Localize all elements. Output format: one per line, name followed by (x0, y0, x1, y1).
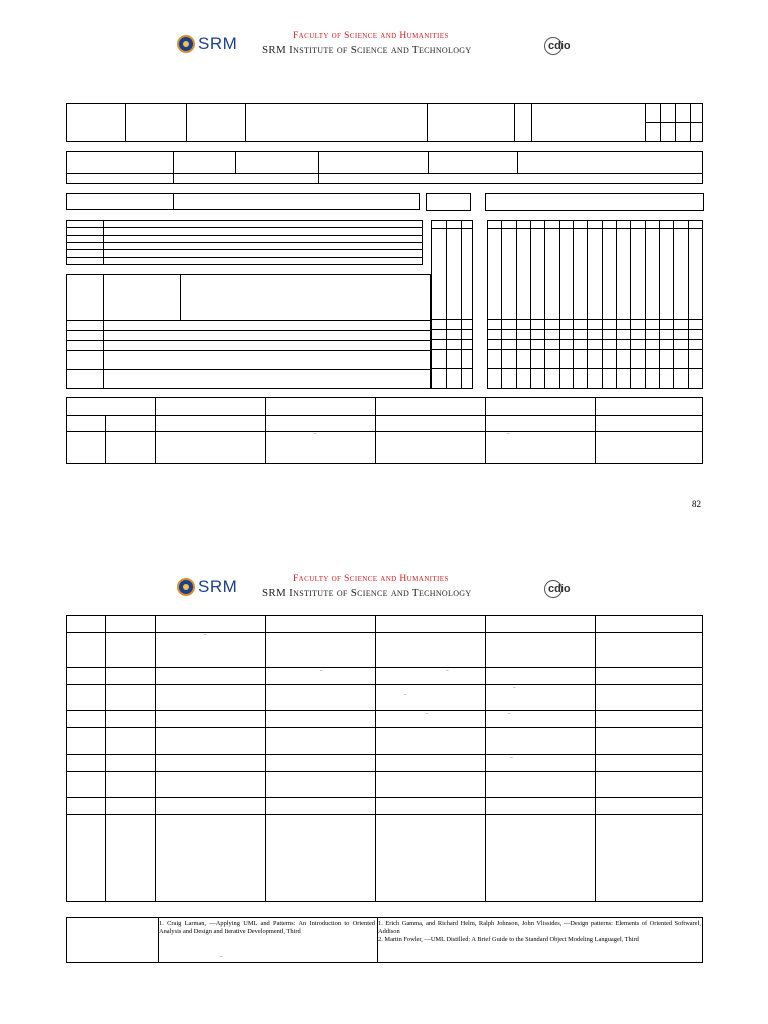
clr-table (66, 220, 423, 265)
reference-book-4: 2. Martin Fowler, ―UML Distilled: A Brief Guide to the Standard Object Modeling Language‖, Third (378, 936, 639, 943)
outcomes-box (485, 193, 704, 211)
srm-logo (177, 34, 237, 54)
program-outcomes-table (487, 220, 703, 389)
page-number: 82 (692, 499, 701, 509)
cell-mark: – (320, 669, 323, 674)
institute-title: SRM Institute of Science and Technology (262, 587, 472, 599)
course-info-table (66, 103, 703, 142)
clo-table (66, 274, 431, 389)
srm-logo (177, 577, 237, 597)
cdio-logo (544, 37, 571, 55)
faculty-title: Faculty of Science and Humanities (293, 31, 449, 41)
cdio-logo-text: cdio (548, 583, 571, 595)
faculty-title: Faculty of Science and Humanities (293, 574, 449, 584)
srm-logo-text: SRM (198, 34, 238, 53)
srm-logo-text: SRM (198, 577, 238, 596)
cell-mark: – (204, 633, 207, 638)
session-table-top (66, 397, 703, 464)
cdio-logo-text: cdio (548, 40, 571, 52)
cdio-logo (544, 580, 571, 598)
cell-mark: – (507, 432, 510, 437)
cell-mark: – (513, 686, 516, 691)
reference-book-3: 1. Erich Gamma, and Richard Helm, Ralph Johnson, John Vlissides, ―Design patterns: Elements of Oriented Software‖, Addison (378, 920, 701, 935)
learning-level-table (431, 220, 473, 389)
reference-book-1: 1. Craig Larman, ―Applying UML and Patterns: An Introduction to Oriented Analysis and Design and Iterative Development‖, Third (159, 920, 375, 935)
cell-mark: – (426, 712, 429, 717)
srm-seal-icon (177, 578, 195, 596)
cell-mark: – (446, 669, 449, 674)
srm-seal-icon (177, 35, 195, 53)
cell-mark: – (404, 693, 407, 698)
cell-mark: – (508, 712, 511, 717)
cell-mark: – (220, 955, 223, 960)
cell-mark: – (314, 432, 317, 437)
prerequisite-table (66, 151, 703, 184)
institute-title: SRM Institute of Science and Technology (262, 44, 472, 56)
session-table-bottom (66, 615, 703, 902)
learning-box (426, 193, 471, 211)
rationale-box-table (66, 193, 420, 210)
cell-mark: – (510, 756, 513, 761)
